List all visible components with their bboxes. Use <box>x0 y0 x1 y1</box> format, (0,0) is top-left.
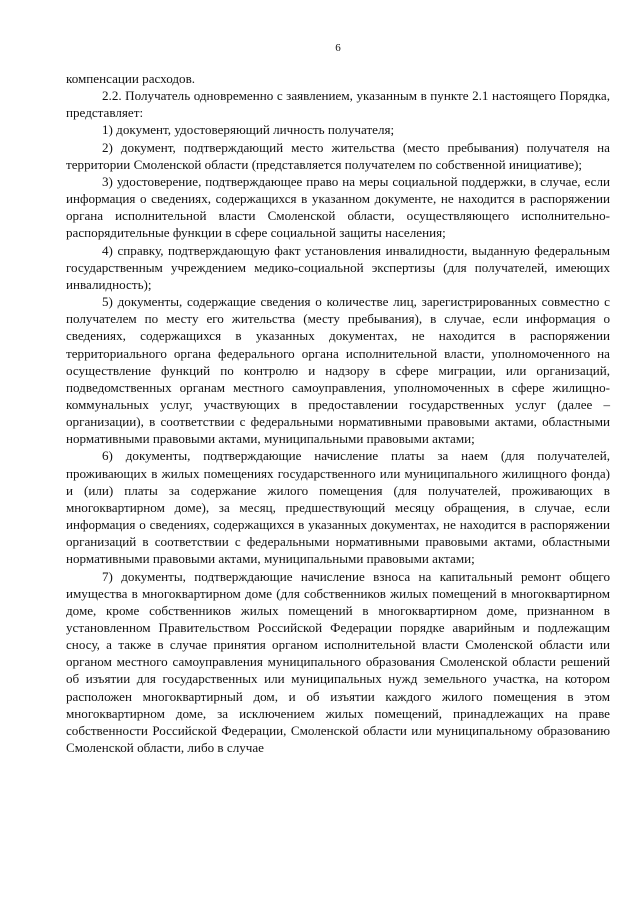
list-item-6: 6) документы, подтверждающие начисление платы за наем (для получателей, проживающих в жилых помещениях государственного или муниципального жилищного фонда) и (или) платы за содержание жилого помещения (для получателей, проживающих в многоквартирном доме), за месяц, предшествующий месяцу обращения, в случае, если информация о сведениях, содержащихся в указанных документах, не находится в распоряжении организаций в соответствии с федеральными нормативными правовыми актами, областными нормативными правовыми актами, муниципальными правовыми актами; <box>66 448 610 567</box>
paragraph-continuation: компенсации расходов. <box>66 71 196 86</box>
page-number: 6 <box>335 42 341 54</box>
list-item-5: 5) документы, содержащие сведения о количестве лиц, зарегистрированных совместно с получателем по месту его жительства (месту пребывания), в случае, если информация о сведениях, содержащихся в указанных документах, не находится в распоряжении территориального органа федерального органа исполнительной власти, уполномоченного на осуществление функций по контролю и надзору в сфере миграции, или организаций, подведомственных органам местного самоуправления, уполномоченных в сфере жилищно-коммунальных услуг, участвующих в предоставлении государственных услуг (далее – организации), в соответствии с федеральными нормативными правовыми актами, областными нормативными правовыми актами, муниципальными правовыми актами; <box>66 294 610 447</box>
list-item-4: 4) справку, подтверждающую факт установления инвалидности, выданную федеральным государственным учреждением медико-социальной экспертизы (для получателей, имеющих инвалидность); <box>66 242 610 292</box>
list-item-7: 7) документы, подтверждающие начисление взноса на капитальный ремонт общего имущества в многоквартирном доме (для собственников жилых помещений в многоквартирном доме, кроме собственников жилых помещений в многоквартирном доме, признанном в установленном Правительством Российской Федерации порядке аварийным и подлежащим сносу, а также в случае принятия органом исполнительной власти Смоленской области или органом местного самоуправления муниципального образования Смоленской области решений об изъятии для государственных или муниципальных нужд земельного участка, на котором расположен многоквартирный дом, и об изъятии каждого жилого помещения в этом многоквартирном доме, за исключением жилых помещений, принадлежащих на праве собственности Российской Федерации, Смоленской области или муниципальному образованию Смоленской области, либо в случае <box>66 568 610 756</box>
paragraph-2-2: 2.2. Получатель одновременно с заявлением, указанным в пункте 2.1 настоящего Порядка, представляет: <box>66 88 610 121</box>
list-item-1: 1) документ, удостоверяющий личность получателя; <box>102 122 395 138</box>
list-item-2: 2) документ, подтверждающий место жительства (место пребывания) получателя на территории Смоленской области (представляется получателем по собственной инициативе); <box>66 139 610 172</box>
list-item-3: 3) удостоверение, подтверждающее право на меры социальной поддержки, в случае, если информация о сведениях, содержащихся в указанном документе, не находится в распоряжении органа исполнительной власти Смоленской области, осуществляющего исполнительно-распорядительные функции в сфере социальной защиты населения; <box>66 173 610 241</box>
